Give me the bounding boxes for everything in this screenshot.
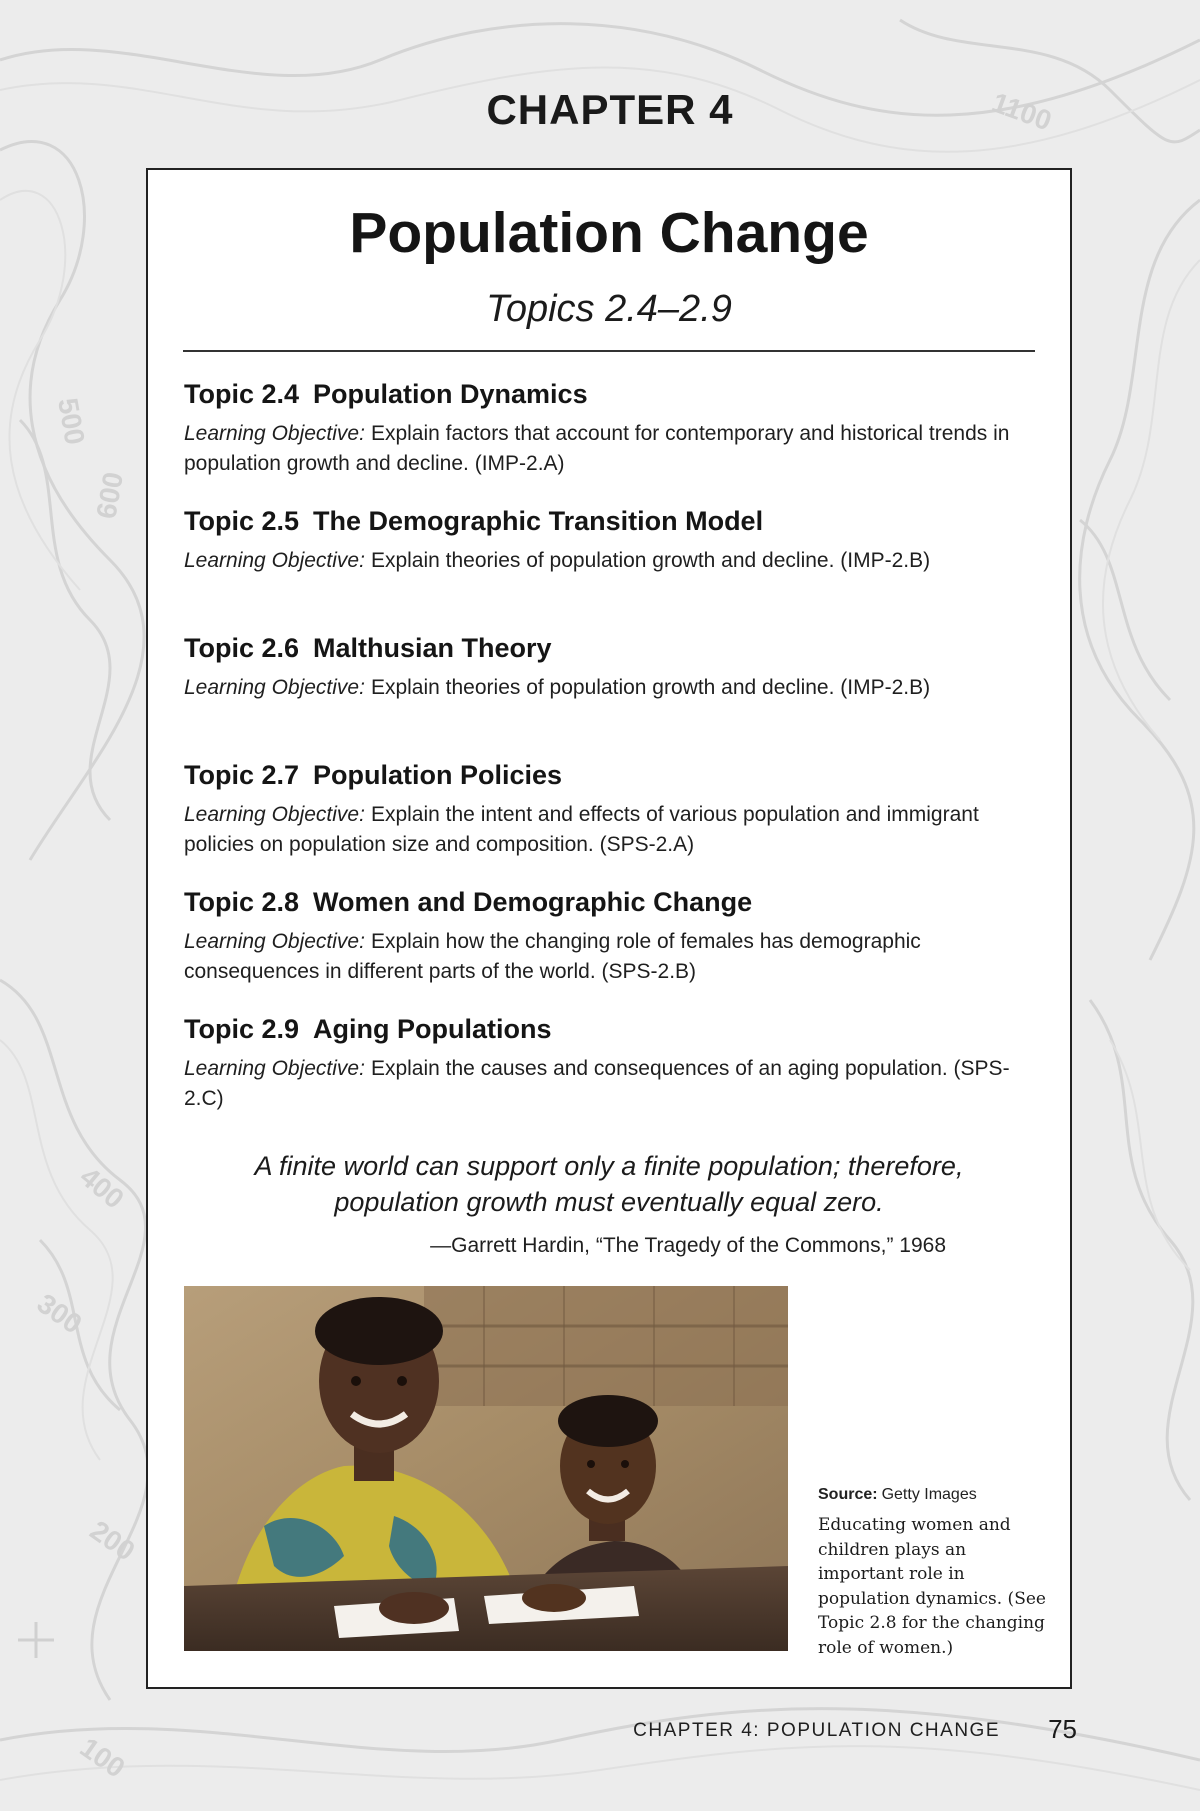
objective-label: Learning Objective: [184,549,365,572]
quote-attribution: —Garrett Hardin, “The Tragedy of the Commons,” 1968 [430,1234,946,1257]
quote-line-2: population growth must eventually equal zero. [334,1187,884,1217]
topic-heading [184,503,1036,539]
objective-text: Explain theories of population growth and decline. (IMP-2.B) [370,549,931,572]
contour-label-100: 100 [74,1731,131,1784]
page-title: Population Change [349,201,869,265]
topic-item [184,884,1036,1011]
contour-label-1100: 1100 [987,86,1056,137]
topic-number: Topic 2.6 [184,633,300,663]
photo-girls-writing [184,1286,788,1651]
objective-label: Learning Objective: [184,1057,365,1080]
title-divider [183,350,1035,352]
topics-subtitle: Topics 2.4–2.9 [486,288,732,330]
page-number: 75 [1048,1714,1077,1744]
learning-objective [184,673,1036,703]
contour-label-500: 500 [52,395,91,448]
photo-illustration [184,1286,788,1651]
objective-text: Explain how the changing role of females has demographic consequences in different parts of the world. (SPS-2.B) [184,930,921,983]
contour-label-400: 400 [74,1160,130,1215]
objective-label: Learning Objective: [184,803,365,826]
topic-item [184,1011,1036,1138]
topic-heading [184,376,1036,412]
topic-number: Topic 2.7 [184,760,300,790]
source-label: Source: [818,1486,878,1503]
photo-source [818,1486,977,1504]
topic-name: The Demographic Transition Model [313,506,764,536]
learning-objective [184,419,1036,479]
running-footer: CHAPTER 4: POPULATION CHANGE [633,1720,1000,1741]
epigraph-quote [188,1148,1030,1220]
topic-number: Topic 2.9 [184,1014,300,1044]
contour-label-600: 600 [90,469,130,522]
learning-objective [184,927,1036,987]
topic-name: Malthusian Theory [313,633,552,663]
topic-item [184,630,1036,757]
objective-label: Learning Objective: [184,676,365,699]
topic-name: Population Policies [313,760,563,790]
topic-heading [184,884,1036,920]
chapter-overview-card [146,168,1072,1689]
topic-item [184,757,1036,884]
objective-text: Explain factors that account for contemporary and historical trends in population growth and decline. (IMP-2.A) [184,422,1010,475]
contour-label-200: 200 [84,1514,141,1567]
topic-heading [184,1011,1036,1047]
objective-label: Learning Objective: [184,930,365,953]
chapter-label: CHAPTER 4 [486,86,734,133]
topic-number: Topic 2.5 [184,506,300,536]
learning-objective [184,800,1036,860]
objective-text: Explain theories of population growth and decline. (IMP-2.B) [370,676,931,699]
topic-name: Women and Demographic Change [313,887,753,917]
topic-item [184,503,1036,630]
learning-objective [184,546,1036,576]
objective-text: Explain the intent and effects of various population and immigrant policies on population size and composition. (SPS-2.A) [184,803,979,856]
objective-text: Explain the causes and consequences of an aging population. (SPS-2.C) [184,1057,1010,1110]
topic-number: Topic 2.4 [184,379,300,409]
objective-label: Learning Objective: [184,422,365,445]
topic-heading [184,630,1036,666]
topic-name: Aging Populations [313,1014,552,1044]
contour-label-300: 300 [31,1287,88,1340]
topic-number: Topic 2.8 [184,887,300,917]
topic-list [184,376,1036,1138]
source-name: Getty Images [881,1486,977,1503]
topic-item [184,376,1036,503]
learning-objective [184,1054,1036,1114]
quote-line-1: A finite world can support only a finite population; therefore, [254,1151,964,1181]
topic-heading [184,757,1036,793]
photo-caption: Educating women and children plays an important role in population dynamics. (See Topic 2.8 for the changing role of women.) [818,1515,1046,1658]
topic-name: Population Dynamics [313,379,588,409]
